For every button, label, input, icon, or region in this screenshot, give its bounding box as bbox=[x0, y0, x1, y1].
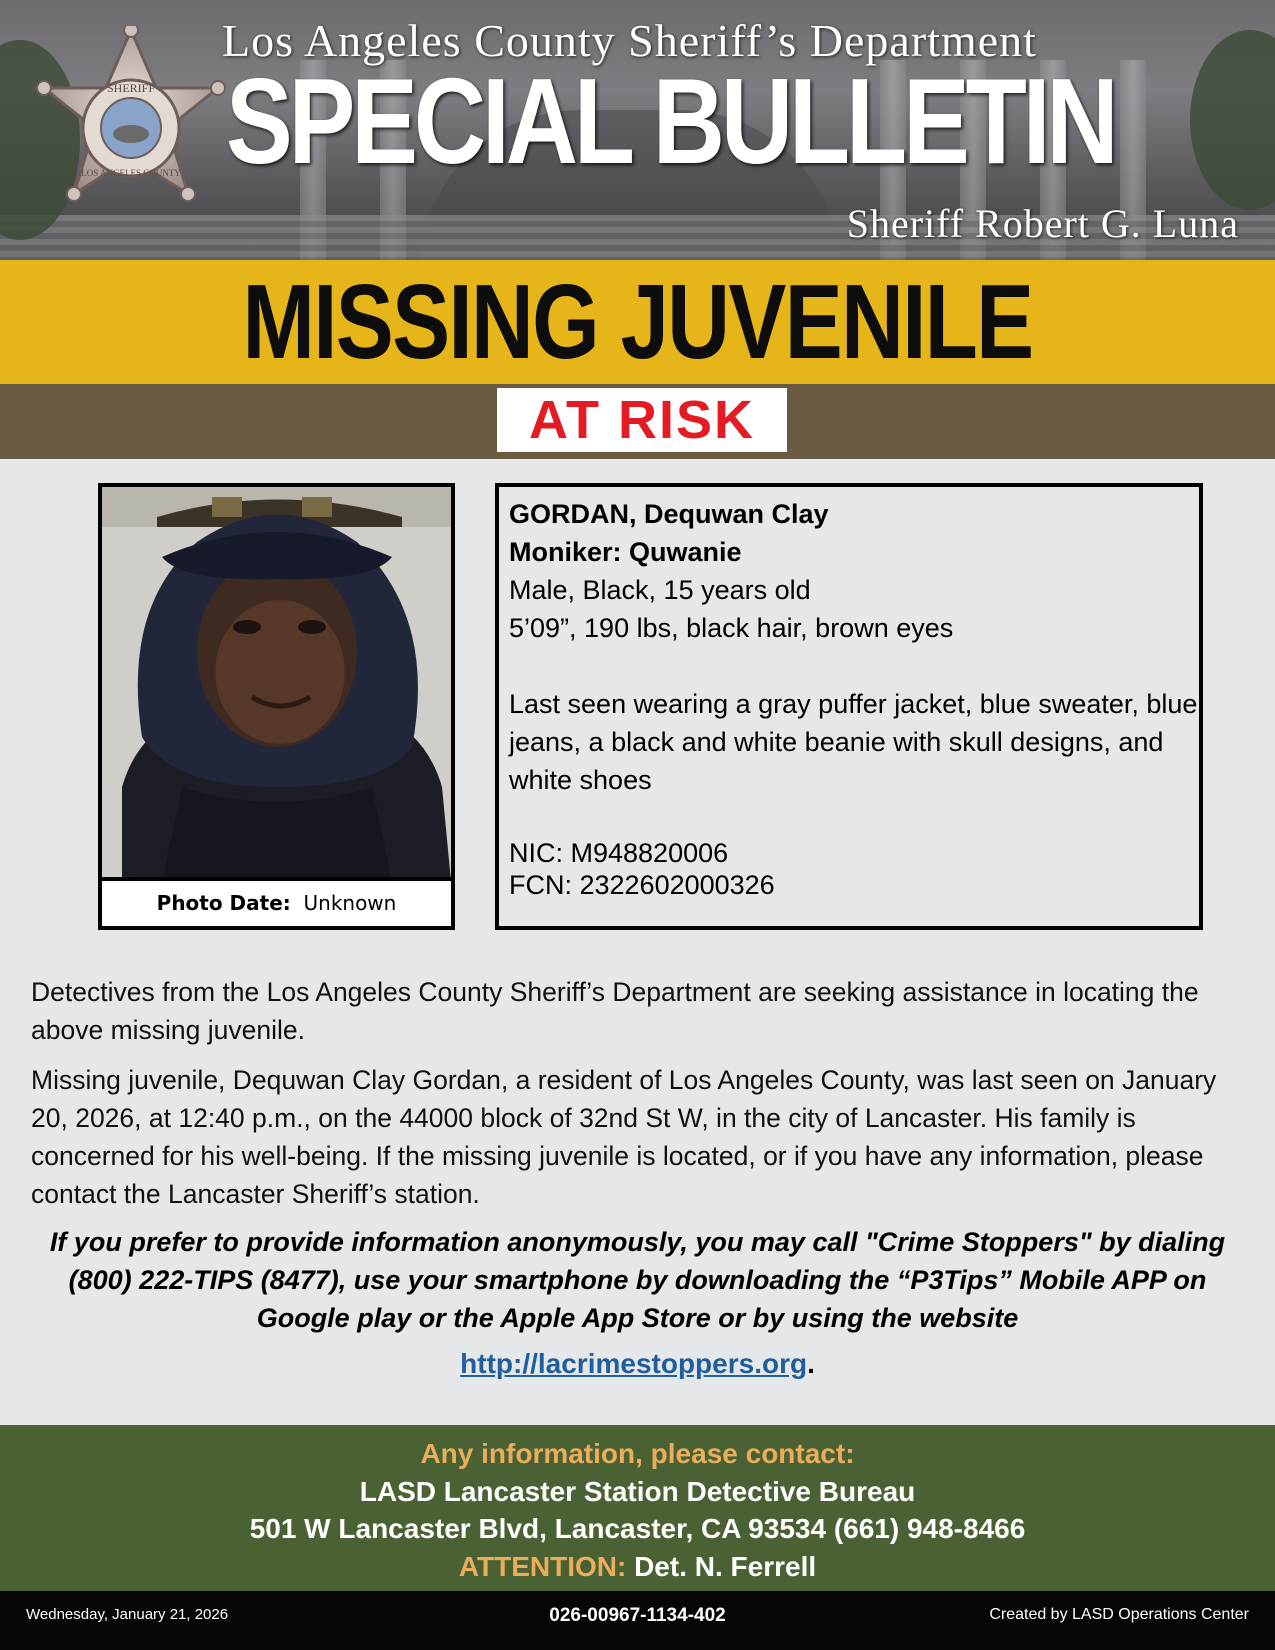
subject-clothing-description: Last seen wearing a gray puffer jacket, blue sweater, blue jeans, a black and white beanie with skull designs, and white shoes bbox=[509, 689, 1198, 795]
crime-stoppers-link[interactable]: http://lacrimestoppers.org bbox=[460, 1348, 808, 1379]
department-name: Los Angeles County Sheriff’s Department bbox=[222, 15, 1037, 66]
footer-reference-number: 026-00967-1134-402 bbox=[549, 1605, 726, 1626]
svg-text:LOS ANGELES COUNTY: LOS ANGELES COUNTY bbox=[81, 168, 181, 178]
intro-paragraph: Detectives from the Los Angeles County Sheriff’s Department are seeking assistance in locating the above missing juvenile. bbox=[31, 977, 1199, 1045]
subject-physical-description: 5’09”, 190 lbs, black hair, brown eyes bbox=[509, 613, 954, 643]
attention-label: ATTENTION: bbox=[458, 1550, 627, 1582]
subject-name: GORDAN, Dequwan Clay bbox=[509, 499, 829, 529]
footer-date: Wednesday, January 21, 2026 bbox=[26, 1606, 229, 1623]
svg-text:SHERIFF: SHERIFF bbox=[106, 81, 156, 95]
person-photo-icon bbox=[102, 487, 451, 881]
contact-heading: Any information, please contact: bbox=[420, 1438, 855, 1469]
details-paragraph: Missing juvenile, Dequwan Clay Gordan, a resident of Los Angeles County, was last seen on January 20, 2026, at 12:40 p.m., on the 44000 block of 32nd St W, in the city of Lancaster. His family is concerned for his well-being. If the missing juvenile is located, or if you have any information, please contact the Lancaster Sheriff’s station. bbox=[31, 1065, 1217, 1209]
contact-address-phone: 501 W Lancaster Blvd, Lancaster, CA 93534 (661) 948-8466 bbox=[249, 1513, 1026, 1544]
subject-nic-number: NIC: M948820006 bbox=[509, 838, 729, 868]
sheriff-badge-icon bbox=[36, 26, 226, 236]
contact-attention bbox=[0, 1548, 1275, 1586]
photo-date-label: Photo Date: bbox=[156, 891, 291, 915]
status-badge: AT RISK bbox=[497, 388, 787, 452]
website-line bbox=[0, 1348, 1275, 1380]
attention-name: Det. N. Ferrell bbox=[634, 1550, 817, 1582]
photo-date-caption bbox=[102, 881, 451, 926]
bulletin-title: SPECIAL BULLETIN bbox=[226, 53, 1115, 189]
footer-bar bbox=[0, 1591, 1275, 1650]
subject-fcn-number: FCN: 2322602000326 bbox=[509, 870, 775, 900]
subject-demographics: Male, Black, 15 years old bbox=[509, 575, 811, 605]
contact-section bbox=[0, 1425, 1275, 1591]
link-suffix: . bbox=[807, 1348, 815, 1379]
contact-unit: LASD Lancaster Station Detective Bureau bbox=[359, 1475, 916, 1507]
subject-photo bbox=[102, 487, 451, 881]
footer-credit: Created by LASD Operations Center bbox=[989, 1606, 1249, 1623]
photo-date-value: Unknown bbox=[303, 891, 397, 915]
sheriff-name: Sheriff Robert G. Luna bbox=[846, 201, 1239, 246]
subject-moniker: Moniker: Quwanie bbox=[509, 537, 742, 567]
subject-photo-frame bbox=[98, 483, 455, 930]
header-banner bbox=[0, 0, 1275, 260]
crime-stoppers-notice: If you prefer to provide information anonymously, you may call "Crime Stoppers" by dialing (800) 222-TIPS (8477), use your smartphone by downloading the “P3Tips” Mobile APP on Google play or the Apple App Store or by using the website bbox=[49, 1227, 1226, 1333]
bulletin-type-title: MISSING JUVENILE bbox=[242, 263, 1033, 381]
subject-info-box bbox=[495, 483, 1203, 930]
